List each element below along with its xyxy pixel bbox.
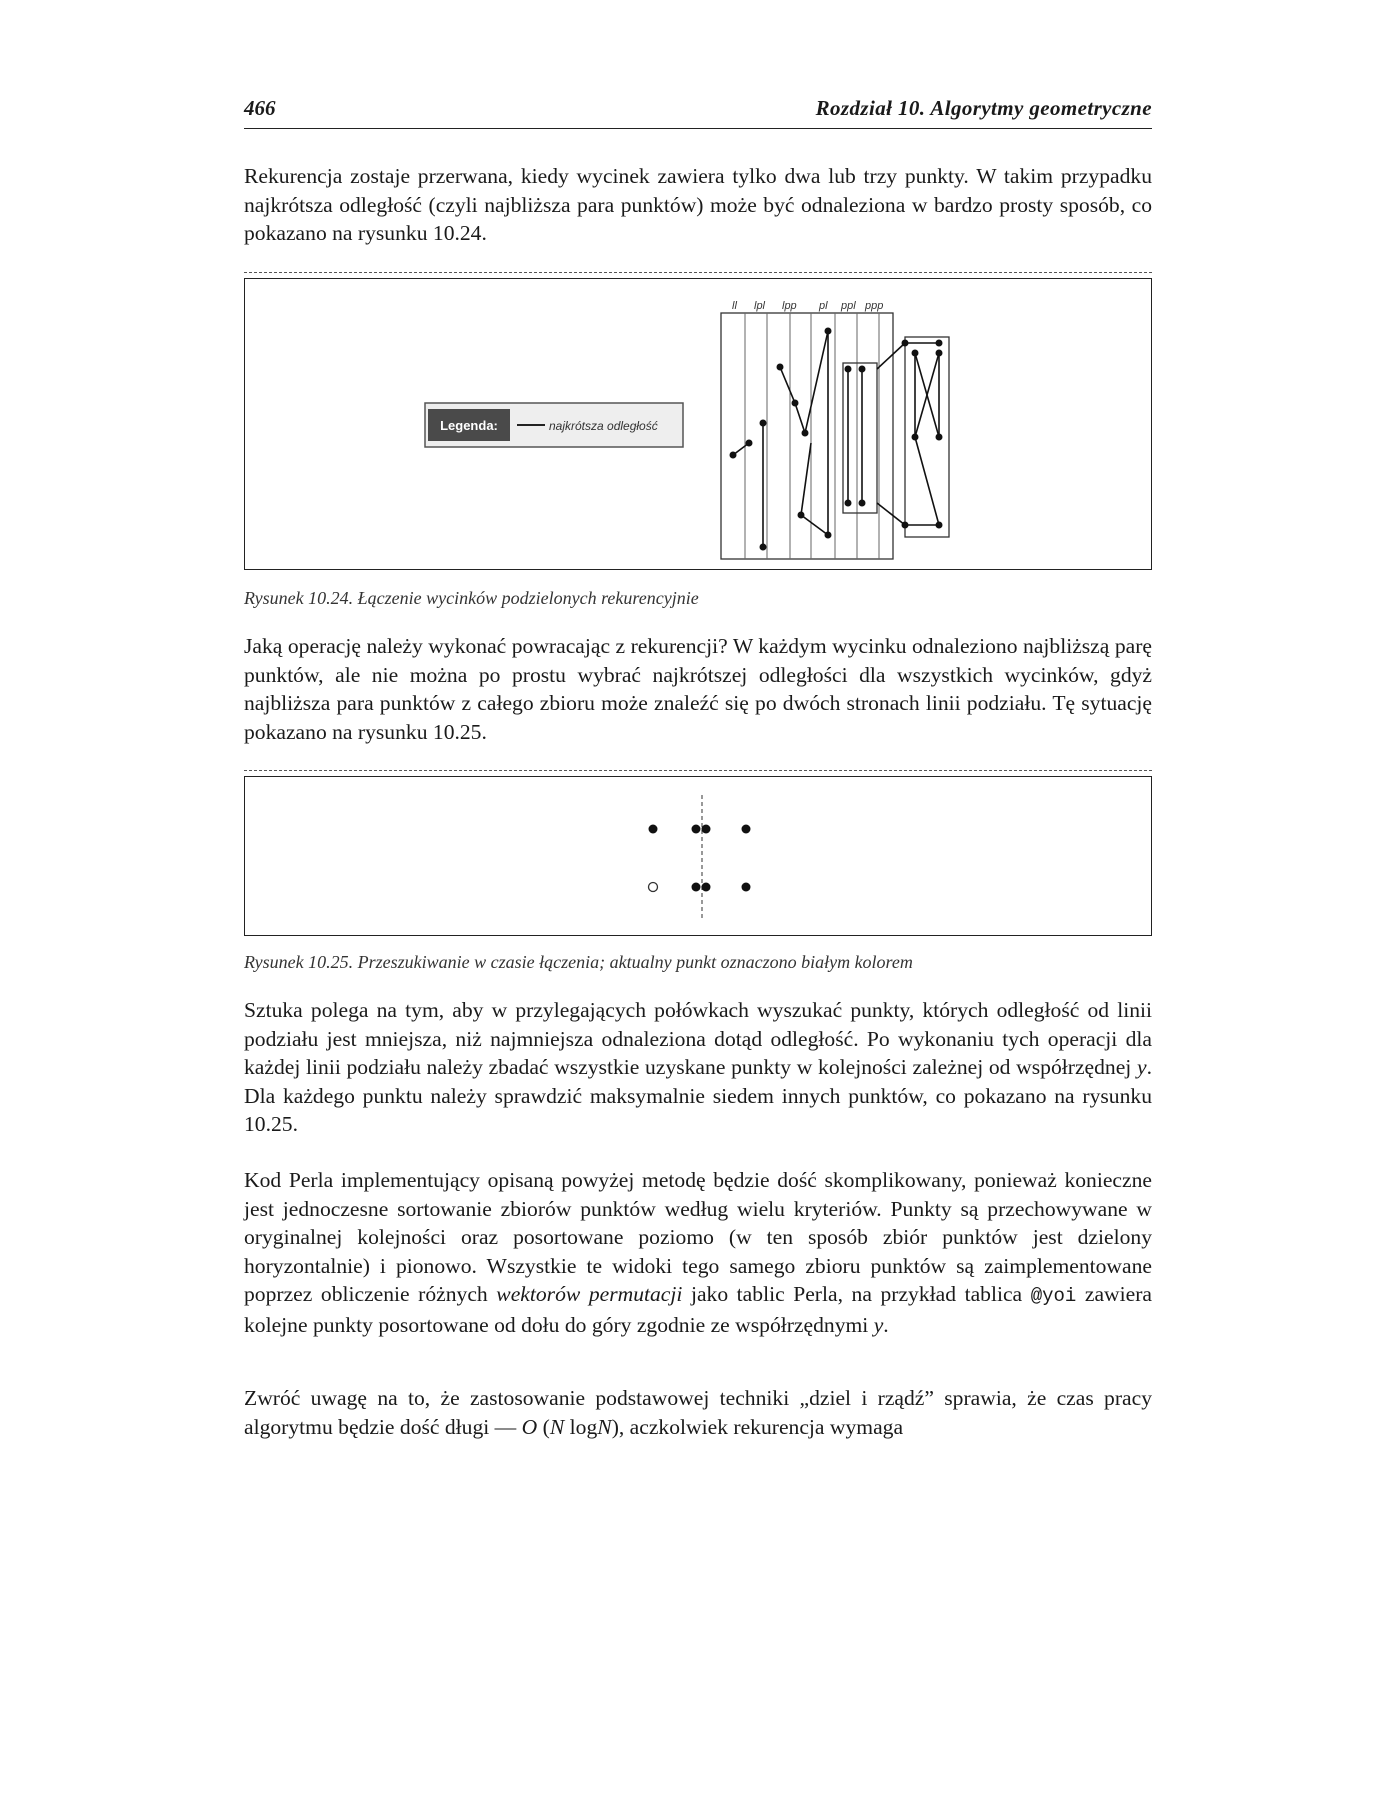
variable-y: y [1137, 1055, 1147, 1080]
legend-label: Legenda: [440, 418, 498, 433]
page-number: 466 [244, 96, 276, 120]
paragraph-3-text-a: Sztuka polega na tym, aby w przylegających połówkach wyszukać punkty, których odległość od linii podziału jest mniejsza, niż najmniejsza odnaleziona dotąd odległość. Po wykonaniu tych operacji dla każdej linii podziału należy zbadać wszystkie uzyskane punkty w kolejności zależnej od współrzędnej [244, 998, 1152, 1080]
paragraph-5-paren: ( [537, 1414, 550, 1439]
column-label-lpp: lpp [782, 300, 797, 312]
paragraph-4 [244, 1166, 1152, 1340]
figure-10-25-caption: Rysunek 10.25. Przeszukiwanie w czasie łączenia; aktualny punkt oznaczono białym kolorem [244, 952, 913, 972]
paragraph-1: Rekurencja zostaje przerwana, kiedy wycinek zawiera tylko dwa lub trzy punkty. W takim przypadku najkrótsza odległość (czyli najbliższa para punktów) może być odnaleziona w bardzo prosty sposób, co pokazano na rysunku 10.24. [244, 164, 1152, 246]
column-label-pl: pl [819, 300, 828, 312]
paragraph-3-text-b: . Dla każdego punktu należy sprawdzić maksymalnie siedem innych punktów, co pokazano na rysunku 10.25. [244, 1055, 1152, 1137]
column-label-ll: ll [732, 300, 737, 312]
paragraph-2: Jaką operację należy wykonać powracając z rekurencji? W każdym wycinku odnaleziono najbliższą parę punktów, ale nie można po prostu wybrać najkrótszej odległości dla wszystkich wycinków, gdyż najbliższa para punktów z całego zbioru może znaleźć się po dwóch stronach linii podziału. Tę sytuację pokazano na rysunku 10.25. [244, 634, 1152, 744]
var-n-1: N [549, 1414, 565, 1439]
column-label-lpl: lpl [754, 300, 766, 312]
points [730, 328, 943, 551]
legend [425, 403, 683, 447]
paragraph-4-text-c: zawiera kolejne punkty posortowane od dołu do góry zgodnie ze współrzędnymi [244, 1282, 1152, 1337]
column-label-ppp: ppp [865, 300, 884, 312]
paragraph-5-text-b: ), aczkolwiek rekurencja wymaga [611, 1414, 904, 1439]
figure-top-rule [244, 272, 1152, 273]
big-o: O [521, 1414, 538, 1439]
figure-10-25-graphic [245, 777, 1151, 935]
term-permutation-vectors: wektorów permutacji [496, 1282, 683, 1307]
figure-10-24-caption: Rysunek 10.24. Łączenie wycinków podzielonych rekurencyjnie [244, 588, 699, 608]
slice-box [721, 313, 893, 559]
divider-lines [745, 313, 879, 559]
paragraph-4-text-d: . [883, 1312, 889, 1337]
column-labels [732, 300, 883, 312]
variable-y-2: y [873, 1312, 884, 1337]
figure-10-24 [244, 278, 1152, 570]
column-label-ppl: ppl [841, 300, 856, 312]
paragraph-3 [244, 996, 1152, 1139]
figure-top-rule-2 [244, 770, 1152, 771]
var-n-2: N [597, 1414, 612, 1439]
distance-segments [733, 331, 939, 547]
chapter-title: Rozdział 10. Algorytmy geometryczne [815, 96, 1152, 120]
figure-10-24-graphic [245, 279, 1151, 569]
log-text: log [564, 1414, 598, 1439]
page-header [244, 96, 1152, 129]
paragraph-4-text-b: jako tablic Perla, na przykład tablica [682, 1282, 1031, 1307]
paragraph-5 [244, 1384, 1152, 1441]
figure-10-25 [244, 776, 1152, 936]
current-point [649, 883, 658, 892]
code-yoi: @yoi [1030, 1285, 1077, 1308]
paragraph-5-text-a: Zwróć uwagę na to, że zastosowanie podstawowej techniki „dziel i rządź” sprawia, że czas pracy algorytmu będzie dość długi — [244, 1386, 1152, 1439]
legend-text: najkrótsza odległość [549, 419, 658, 433]
paragraph-4-text-a: Kod Perla implementujący opisaną powyżej metodę będzie dość skomplikowany, ponieważ konieczne jest jednoczesne sortowanie zbiorów punktów według wielu kryteriów. Punkty są przechowywane w oryginalnej kolejności oraz posortowane poziomo (w ten sposób zbiór punktów jest dzielony horyzontalnie) i pionowo. Wszystkie te widoki tego samego zbioru punktów są zaimplementowane poprzez obliczenie różnych [244, 1168, 1152, 1307]
candidate-points [649, 825, 751, 892]
